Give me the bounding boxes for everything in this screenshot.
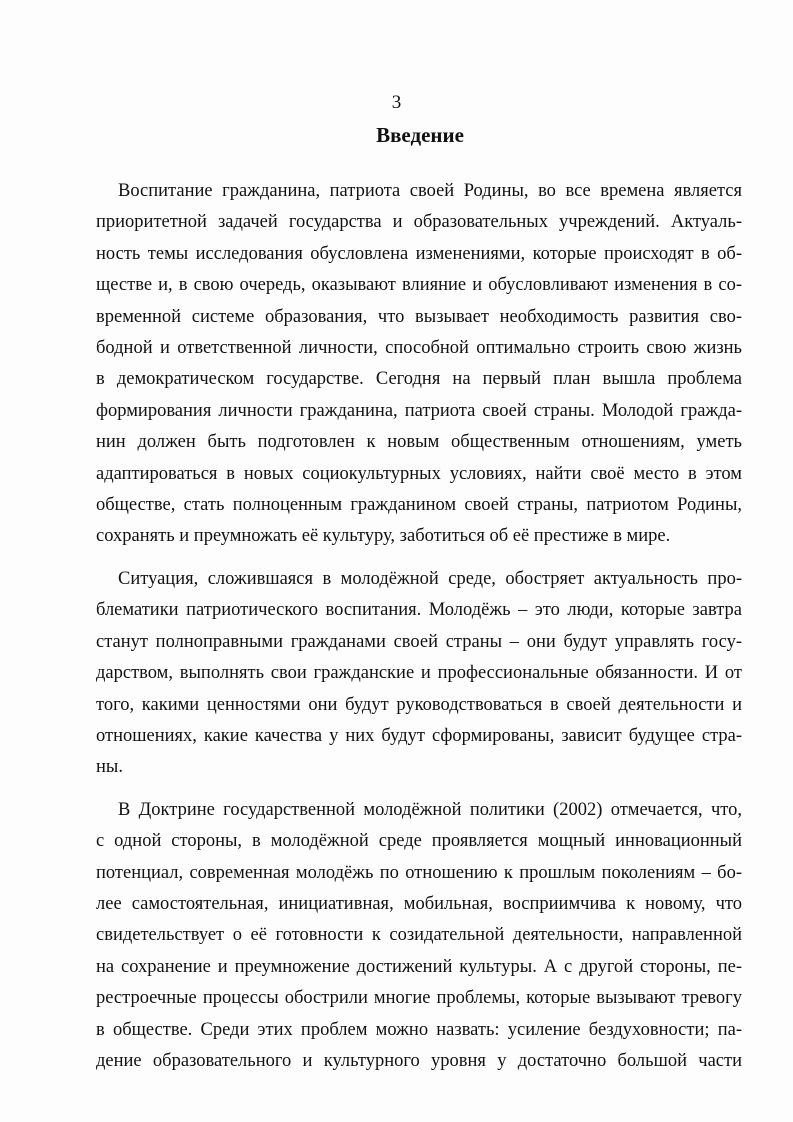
text-line: в демократическом государстве. Сегодня на первый план вышла проблема — [96, 369, 742, 390]
paragraph-2 — [96, 564, 742, 784]
text-line: В Доктрине государственной молодёжной политики (2002) отмечается, что, — [118, 799, 742, 820]
text-line: приоритетной задачей государства и образовательных учреждений. Актуаль- — [96, 212, 742, 233]
paragraph-1 — [96, 176, 742, 553]
text-line: в обществе. Среди этих проблем можно назвать: усиление бездуховности; па- — [96, 1019, 742, 1040]
text-line: потенциал, современная молодёжь по отношению к прошлым поколениям – бо- — [96, 862, 742, 883]
text-line: с одной стороны, в молодёжной среде проявляется мощный инновационный — [96, 831, 742, 852]
text-line: лее самостоятельная, инициативная, мобильная, восприимчива к новому, что — [96, 893, 742, 914]
text-line: на сохранение и преумножение достижений культуры. А с другой стороны, пе- — [96, 956, 742, 977]
text-line: ществе и, в свою очередь, оказывают влияние и обусловливают изменения в со- — [96, 275, 742, 296]
text-line: временной системе образования, что вызывает необходимость развития сво- — [96, 306, 742, 327]
text-line: обществе, стать полноценным гражданином своей страны, патриотом Родины, — [96, 495, 742, 516]
text-line: отношениях, какие качества у них будут сформированы, зависит будущее стра- — [96, 725, 742, 746]
text-line: свидетельствует о её готовности к созидательной деятельности, направленной — [96, 925, 742, 946]
text-line: станут полноправными гражданами своей страны – они будут управлять госу- — [96, 631, 742, 652]
text-line: блематики патриотического воспитания. Молодёжь – это люди, которые завтра — [96, 600, 742, 621]
text-line: ность темы исследования обусловлена изменениями, которые происходят в об- — [96, 243, 742, 264]
section-heading: Введение — [376, 123, 464, 147]
body-text — [96, 176, 742, 1077]
page-number: 3 — [391, 92, 402, 113]
text-line: ны. — [96, 757, 123, 778]
text-line: бодной и ответственной личности, способной оптимально строить свою жизнь — [96, 338, 742, 359]
text-line: нин должен быть подготовлен к новым общественным отношениям, уметь — [96, 432, 742, 453]
paragraph-3 — [96, 795, 742, 1078]
text-line: Воспитание гражданина, патриота своей Родины, во все времена является — [118, 181, 742, 201]
text-line: рестроечные процессы обострили многие проблемы, которые вызывают тревогу — [96, 988, 742, 1009]
text-line: дарством, выполнять свои гражданские и профессиональные обязанности. И от — [96, 663, 742, 684]
text-line: того, какими ценностями они будут руководствоваться в своей деятельности и — [96, 694, 742, 715]
text-line: Ситуация, сложившаяся в молодёжной среде, обостряет актуальность про- — [118, 568, 742, 589]
text-line: адаптироваться в новых социокультурных условиях, найти своё место в этом — [96, 463, 742, 484]
text-line: формирования личности гражданина, патриота своей страны. Молодой гражда- — [96, 400, 742, 421]
text-line: сохранять и преумножать её культуру, заботиться об её престиже в мире. — [96, 526, 671, 547]
text-line: дение образовательного и культурного уровня у достаточно большой части — [96, 1050, 742, 1071]
